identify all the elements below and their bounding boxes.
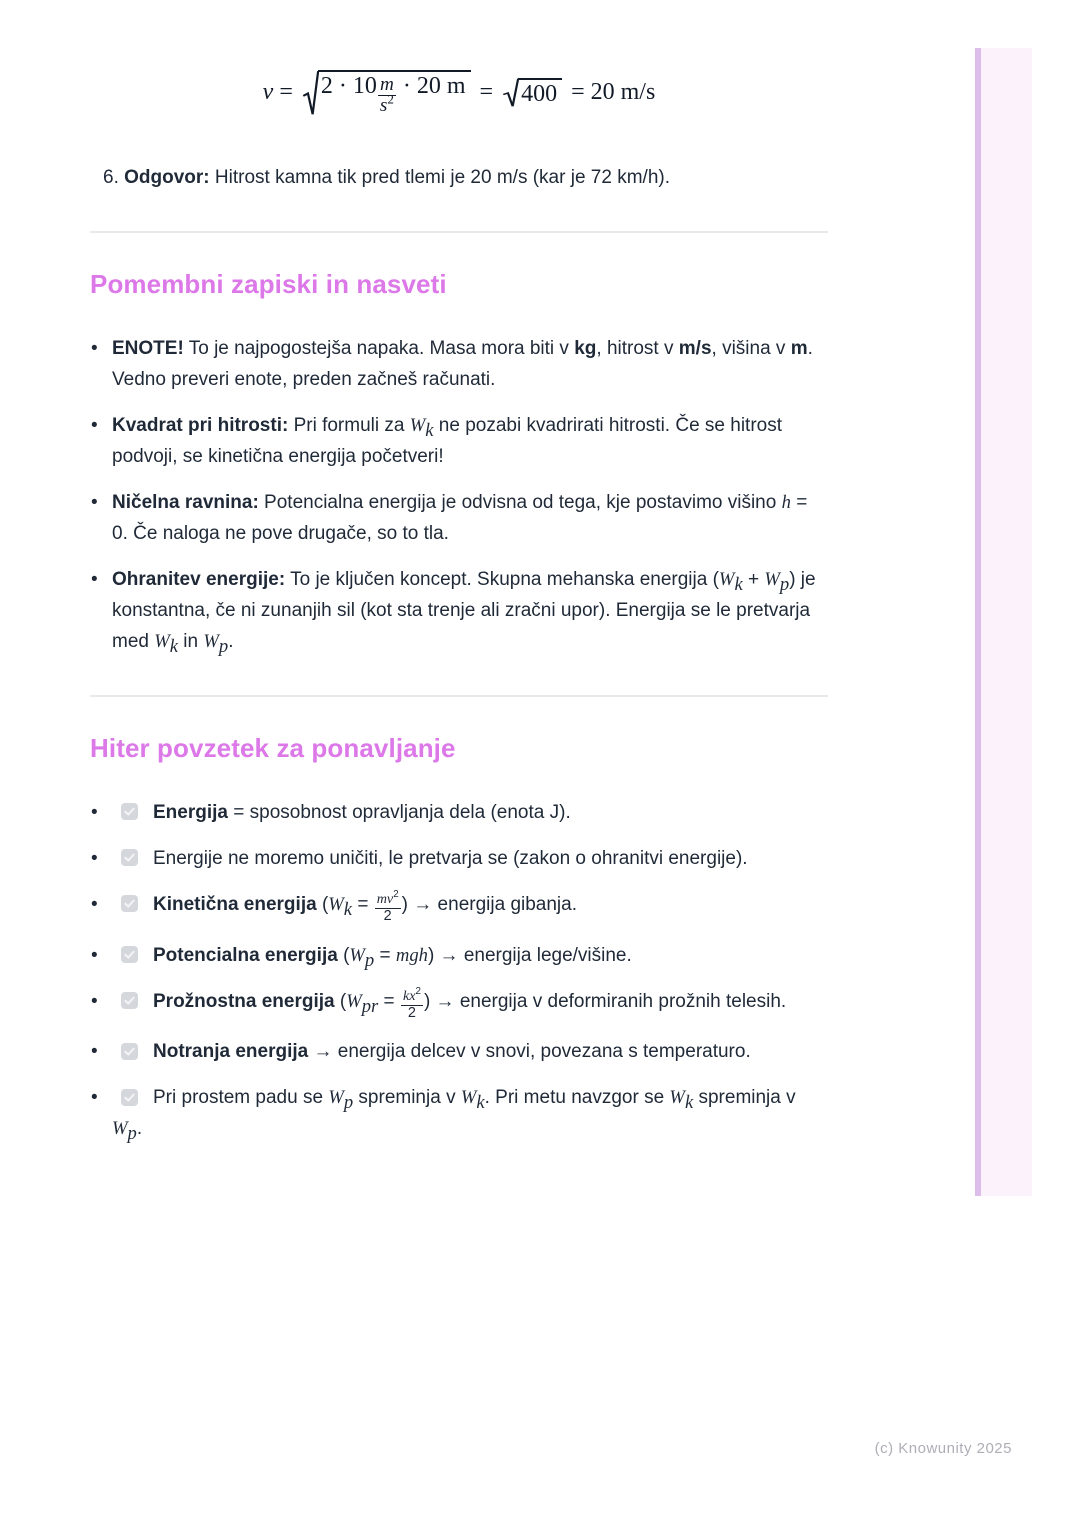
checklist-item [112,843,828,874]
checkbox-checked-icon [121,849,138,866]
checklist-item [112,797,828,828]
item-text: Notranja energija → energija delcev v snovi, povezana s temperaturo. [153,1041,751,1063]
radical-icon [302,70,319,117]
item-text: Kinetična energija ($W_k$ = $\frac{mv^2}{2}$ ) → energija gibanja. [153,889,577,925]
notes-list [90,333,828,657]
checklist-item [112,940,828,971]
item-text: Prožnostna energija ($W_{pr}$ = $\frac{kx^2}{2}$ ) → energija v deformiranih prožnih telesih. [153,986,787,1021]
item-text: Pri prostem padu se $W_p$ spreminja v $W_k$. Pri metu navzgor se $W_k$ spreminja v $W_p$. [112,1087,796,1145]
checkbox-checked-icon [121,895,138,912]
fraction: $\frac{kx^2}{2}$ [402,986,421,1021]
item-text: Ohranitev energije: To je ključen koncept. Skupna mehanska energija $(W_k + W_p)$ je konstantna, če ni zunanjih sil (kot sta trenje ali zračni upor). Energija se le pretvarja med $W_k$ in $W_p$. [112,568,816,657]
fraction: $\frac{m}{s^2}$ [379,73,394,117]
checklist-item [112,986,828,1022]
radical-icon [502,78,519,108]
item-text: Potencialna energija $(W_p = mgh)$ → energija lege/višine. [153,944,632,971]
square-root: 400 [502,78,562,108]
square-root: 2 · 10 $\frac{m}{s^2}$ · 20 m [302,70,471,117]
note-item [112,333,828,395]
checklist-item [112,1082,828,1144]
section-title-notes: Pomembni zapiski in nasveti [90,268,447,299]
copyright-footer: (c) Knowunity 2025 [874,1440,1012,1457]
checkbox-checked-icon [121,803,138,820]
item-text: Ničelna ravnina: Potencialna energija je odvisna od tega, kje postavimo višino h = 0. Če naloga ne pove drugače, so to tla. [112,491,808,544]
section-title-summary: Hiter povzetek za ponavljanje [90,732,456,763]
answer-line: 6. Odgovor: Hitrost kamna tik pred tlemi je 20 m/s (kar je 72 km/h). [103,166,670,188]
checkbox-checked-icon [121,946,138,963]
summary-checklist [90,797,828,1144]
section-divider [90,695,828,697]
checkbox-checked-icon [121,1043,138,1060]
page-content [90,0,828,1159]
fraction: $\frac{mv^2}{2}$ [376,889,399,925]
item-text: ENOTE! To je najpogostejša napaka. Masa mora biti v kg, hitrost v m/s, višina v m. Vedno preveri enote, preden začneš računati. [112,337,813,390]
checkbox-checked-icon [121,1089,138,1106]
section-divider [90,231,828,233]
note-item [112,410,828,472]
note-item [112,564,828,657]
item-text: Energija = sposobnost opravljanja dela (enota J). [153,801,571,823]
note-item [112,487,828,549]
checklist-item [112,889,828,925]
checklist-item [112,1036,828,1067]
checkbox-checked-icon [121,992,138,1009]
velocity-equation: v = 2 · 10 $\frac{m}{s^2}$ · 20 m = 400 = 20 m/s [90,70,828,117]
item-text: Energije ne moremo uničiti, le pretvarja se (zakon o ohranitvi energije). [153,847,748,869]
page-edge-highlight [975,48,1032,1196]
item-text: Kvadrat pri hitrosti: Pri formuli za $W_k$ ne pozabi kvadrirati hitrosti. Če se hitrost podvoji, se kinetična energija početveri! [112,414,783,467]
